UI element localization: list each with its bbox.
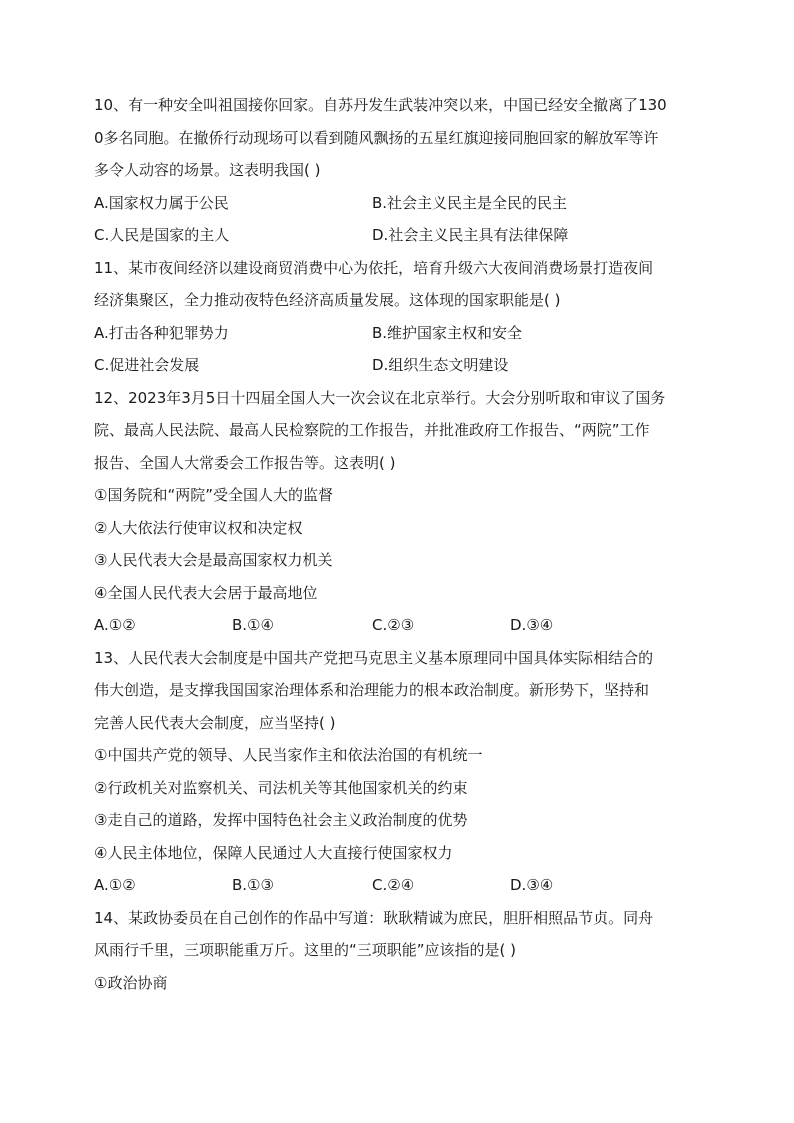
statement-item: ④人民主体地位，保障人民通过人大直接行使国家权力 [94, 843, 453, 862]
option-b: B.①③ [232, 876, 274, 894]
statement-item: ③人民代表大会是最高国家权力机关 [94, 551, 333, 569]
options-row [94, 317, 700, 350]
question-text-line: 伟大创造，是支撑我国国家治理体系和治理能力的根本政治制度。新形势下，坚持和 [94, 681, 650, 699]
question-text-line: 报告、全国人大常委会工作报告等。这表明( ) [94, 453, 396, 472]
options-row [94, 219, 700, 252]
statement-item: ①政治协商 [94, 973, 168, 992]
option-b: B.维护国家主权和安全 [372, 323, 523, 342]
option-d: D.③④ [510, 616, 554, 634]
statement-item: ④全国人民代表大会居于最高地位 [94, 583, 318, 602]
statement-item: ②人大依法行使审议权和决定权 [94, 518, 303, 537]
statement-item: ①中国共产党的领导、人民当家作主和依法治国的有机统一 [94, 746, 483, 764]
option-a: A.打击各种犯罪势力 [94, 323, 229, 342]
question-text-line: 院、最高人民法院、最高人民检察院的工作报告，并批准政府工作报告、“两院”工作 [94, 421, 650, 439]
option-a: A.①② [94, 876, 136, 894]
question-text-line: 风雨行千里，三项职能重万斤。这里的“三项职能”应该指的是( ) [94, 941, 517, 959]
option-d: D.③④ [510, 876, 554, 894]
question-13 [94, 642, 700, 902]
option-b: B.①④ [232, 616, 274, 634]
option-a: A.国家权力属于公民 [94, 193, 229, 212]
options-row [94, 609, 700, 642]
options-row [94, 869, 700, 902]
option-b: B.社会主义民主是全民的民主 [372, 193, 568, 212]
option-a: A.①② [94, 616, 136, 634]
statement-item: ①国务院和“两院”受全国人大的监督 [94, 486, 333, 504]
question-text-line: 13、人民代表大会制度是中国共产党把马克思主义基本原理同中国具体实际相结合的 [94, 648, 654, 667]
question-text-line: 多令人动容的场景。这表明我国( ) [94, 161, 321, 179]
option-c: C.②③ [372, 616, 415, 634]
question-text-line: 完善人民代表大会制度，应当坚持( ) [94, 713, 336, 732]
question-11 [94, 252, 700, 382]
option-d: D.社会主义民主具有法律保障 [372, 226, 569, 244]
option-c: C.人民是国家的主人 [94, 226, 230, 244]
question-text-line: 经济集聚区，全力推动夜特色经济高质量发展。这体现的国家职能是( ) [94, 291, 561, 309]
question-text-line: 10、有一种安全叫祖国接你回家。自苏丹发生武装冲突以来，中国已经安全撤离了130 [94, 96, 667, 114]
exam-page [94, 89, 700, 999]
statement-item: ②行政机关对监察机关、司法机关等其他国家机关的约束 [94, 778, 468, 797]
statement-item: ③走自己的道路，发挥中国特色社会主义政治制度的优势 [94, 811, 468, 829]
question-text-line: 14、某政协委员在自己创作的作品中写道：耿耿精诚为庶民，胆肝相照品节贞。同舟 [94, 908, 654, 927]
option-d: D.组织生态文明建设 [372, 356, 509, 374]
options-row [94, 349, 700, 382]
question-text-line: 12、2023年3月5日十四届全国人大一次会议在北京举行。大会分别听取和审议了国务 [94, 388, 666, 407]
question-text-line: 11、某市夜间经济以建设商贸消费中心为依托，培育升级六大夜间消费场景打造夜间 [94, 258, 654, 277]
question-14 [94, 902, 700, 1000]
option-c: C.促进社会发展 [94, 356, 200, 374]
question-12 [94, 382, 700, 642]
options-row [94, 187, 700, 220]
question-10 [94, 89, 700, 252]
question-text-line: 0多名同胞。在撤侨行动现场可以看到随风飘扬的五星红旗迎接同胞回家的解放军等许 [94, 128, 659, 147]
option-c: C.②④ [372, 876, 415, 894]
